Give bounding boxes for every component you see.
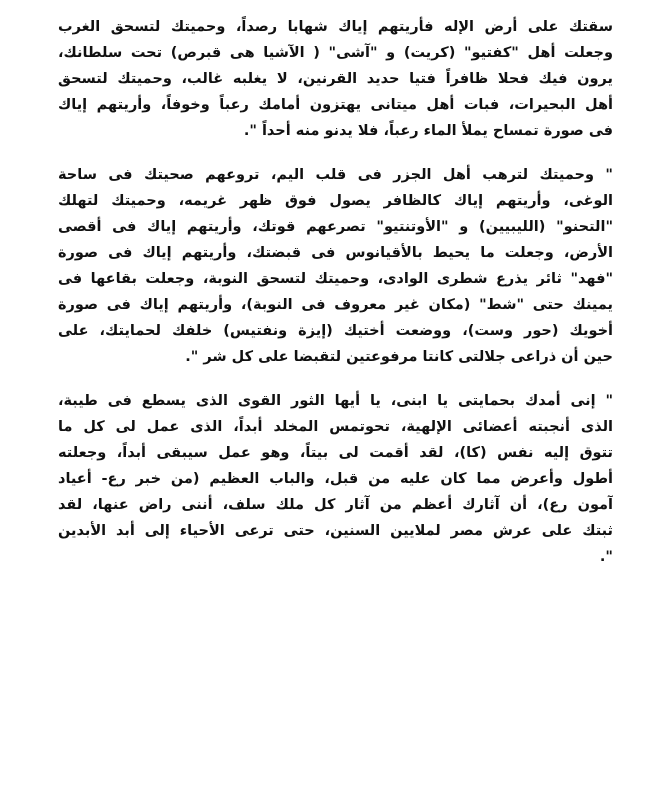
text-line: الأرض، وجعلت ما يحيط بالأقيانوس فى قبضتك، وأريتهم إياك فى صورة — [58, 245, 613, 261]
text-line: وجعلت أهل "كفتيو" (كريت) و "آشى" ( الآشيا هى قبرص) تحت سلطانك، — [58, 45, 613, 61]
text-line: سقتك على أرض الإله فأريتهم إياك شهابا رصداً، وحميتك لتسحق الغرب — [58, 19, 613, 35]
text-line: " وحميتك لترهب أهل الجزر فى قلب اليم، تروعهم صحيتك فى ساحة — [58, 167, 613, 183]
text-line: يرون فيك فحلا ظافراً فتيا حديد القرنين، لا يغلبه غالب، وحميتك لتسحق — [58, 71, 613, 87]
text-line: الذى أنجبته أعضائى الإلهية، تحوتمس المخلد أبداً، الذى عمل لى كل ما — [58, 419, 613, 435]
text-line: الوغى، وأريتهم إياك كالظافر يصول فوق ظهر غريمه، وحميتك لتهلك — [58, 193, 613, 209]
paragraph-2 — [58, 162, 613, 370]
paragraph-1 — [58, 14, 613, 144]
text-line: فى صورة تمساح يملأ الماء رعباً، فلا يدنو منه أحداً ". — [243, 123, 613, 139]
text-line: أهل البحيرات، فبات أهل ميتانى يهتزون أمامك رعباً وخوفاً، وأريتهم إياك — [58, 97, 613, 113]
text-line: ثبتك على عرش مصر لملايين السنين، حتى ترعى الأحياء إلى أبد الأبدين — [58, 523, 613, 539]
text-line: "فهد" ثائر يذرع شطرى الوادى، وحميتك لتسحق النوبة، وجعلت بقاعها فى — [58, 271, 613, 287]
text-line: حين أن ذراعى جلالتى كانتا مرفوعتين لتقبضا على كل شر ". — [185, 349, 613, 365]
text-line: أخويك (حور وست)، ووضعت أختيك (إيزة ونفتيس) خلفك لحمايتك، على — [58, 323, 613, 339]
text-line: ". — [599, 549, 613, 565]
text-line: " إنى أمدك بحمايتى يا ابنى، يا أيها الثور القوى الذى يسطع فى طيبة، — [58, 393, 613, 409]
text-line: تتوق إليه نفس (كا)، لقد أقمت لى بيتاً، وهو عمل سيبقى أبداً، وجعلته — [58, 445, 613, 461]
text-line: يمينك حتى "شط" (مكان غير معروف فى النوبة)، وأريتهم إياك فى صورة — [58, 297, 613, 313]
paragraph-3 — [58, 388, 613, 570]
text-line: "التحنو" (الليبيين) و "الأوتنتيو" تصرعهم قوتك، وأريتهم إياك فى أقصى — [58, 219, 613, 235]
text-line: أطول وأعرض مما كان عليه من قبل، والباب العظيم (من خبر رع- أعياد — [58, 471, 613, 487]
text-line: آمون رع)، أن آثارك أعظم من آثار كل ملك سلف، أننى راض عنها، لقد — [58, 497, 613, 513]
